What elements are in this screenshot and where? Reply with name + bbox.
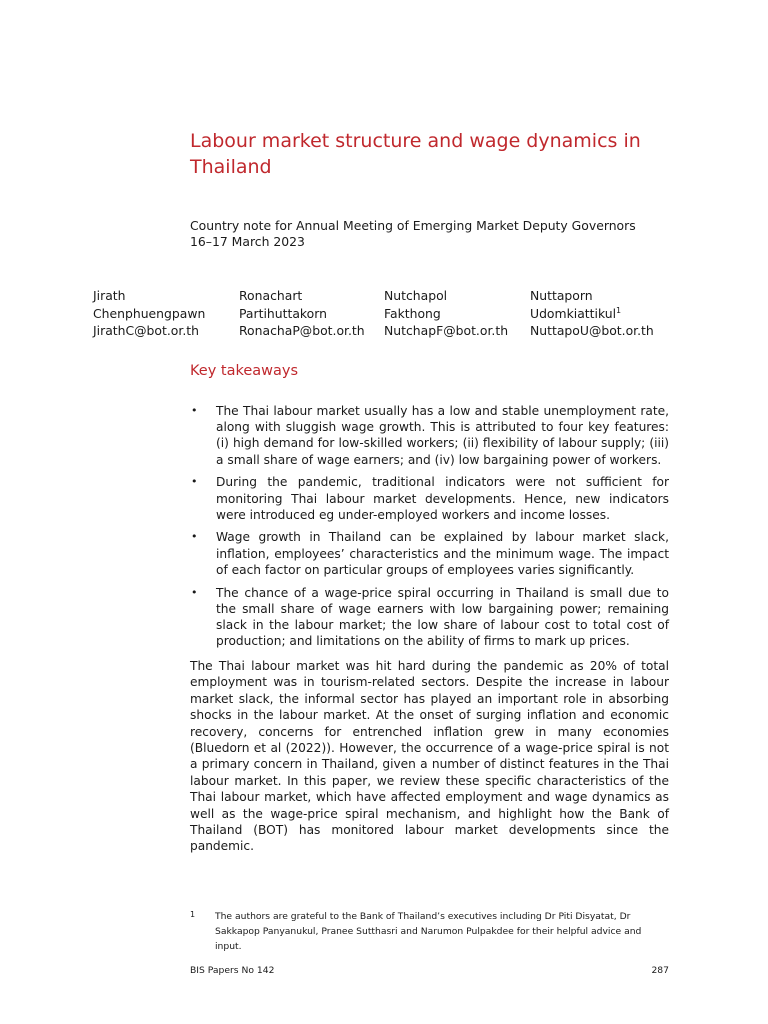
author-last-name: Partihuttakorn <box>239 305 327 321</box>
bullet-icon: • <box>191 475 198 489</box>
author-last-name-with-footnote <box>530 305 654 323</box>
author-first-name: Ronachart <box>239 288 303 303</box>
author-last-name: Udomkiattikul <box>530 305 617 321</box>
footnote-text: The authors are grateful to the Bank of Thailand’s executives including Dr Piti Disyatat, Dr Sakkapop Panyanukul, Pranee Sutthasri and Narumon Pulpakdee for their helpful advice and input. <box>215 911 642 952</box>
footnote <box>190 909 669 954</box>
takeaway-text: The Thai labour market usually has a low and stable unemployment rate, along with sluggish wage growth. This is attributed to four key features: (i) high demand for low-skilled workers; (ii) flexibility of labour supply; (iii) a small share of wage earners; and (iv) low bargaining power of workers. <box>216 404 669 467</box>
author-first-name: Jirath <box>93 288 126 303</box>
key-takeaways-list <box>190 403 669 656</box>
bullet-icon: • <box>191 404 198 417</box>
page-number: 287 <box>651 965 669 976</box>
footnote-reference[interactable]: 1 <box>616 305 622 315</box>
list-item <box>190 529 669 578</box>
author-email[interactable]: JirathC@bot.or.th <box>93 323 199 338</box>
key-takeaways-heading: Key takeaways <box>190 363 299 379</box>
author-email[interactable]: NutchapF@bot.or.th <box>384 323 509 338</box>
intro-paragraph: The Thai labour market was hit hard during the pandemic as 20% of total employment was in tourism-related sectors. Despite the increase in labour market slack, the informal sector has played an important role in absorbing shocks in the labour market. At the onset of surging inflation and economic recovery, concerns for entrenched inflation grew in many economies (Bluedorn et al (2022)). However, the occurrence of a wage-price spiral is not a primary concern in Thailand, given a number of distinct features in the Thai labour market. In this paper, we review these specific characteristics of the Thai labour market, which have affected employment and wage dynamics as well as the wage-price spiral mechanism, and highlight how the Bank of Thailand (BOT) has monitored labour market developments since the pandemic. <box>190 659 669 854</box>
author-last-name: Fakthong <box>384 305 441 321</box>
author-last-name: Chenphuengpawn <box>93 305 206 321</box>
publication-label: BIS Papers No 142 <box>190 965 275 976</box>
takeaway-text: Wage growth in Thailand can be explained by labour market slack, inflation, employees’ characteristics and the minimum wage. The impact of each factor on particular groups of employees varies significantly. <box>216 530 669 577</box>
list-item <box>190 474 669 523</box>
takeaway-text: The chance of a wage-price spiral occurring in Thailand is small due to the small share of wage earners with low bargaining power; remaining slack in the labour market; the low share of labour cost to total cost of production; and limitations on the ability of firms to mark up prices. <box>216 585 669 649</box>
subtitle-date: 16–17 March 2023 <box>190 234 305 249</box>
author-first-name: Nuttaporn <box>530 288 593 303</box>
bullet-icon: • <box>191 530 198 544</box>
subtitle-event: Country note for Annual Meeting of Emerging Market Deputy Governors <box>190 218 636 233</box>
paper-title: Labour market structure and wage dynamics in Thailand <box>190 130 641 178</box>
list-item <box>190 585 669 650</box>
author-block <box>93 287 205 340</box>
author-first-name: Nutchapol <box>384 288 448 303</box>
bullet-icon: • <box>191 585 198 599</box>
footnote-number: 1 <box>190 910 196 919</box>
author-block <box>530 287 654 340</box>
author-block <box>239 287 365 340</box>
author-email[interactable]: RonachaP@bot.or.th <box>239 323 365 338</box>
author-block <box>384 287 508 340</box>
author-email[interactable]: NuttapoU@bot.or.th <box>530 323 654 338</box>
takeaway-text: During the pandemic, traditional indicators were not sufficient for monitoring Thai labour market developments. Hence, new indicators were introduced eg under-employed workers and income losses. <box>216 475 669 522</box>
list-item <box>190 403 669 468</box>
paper-subtitle <box>190 218 670 250</box>
